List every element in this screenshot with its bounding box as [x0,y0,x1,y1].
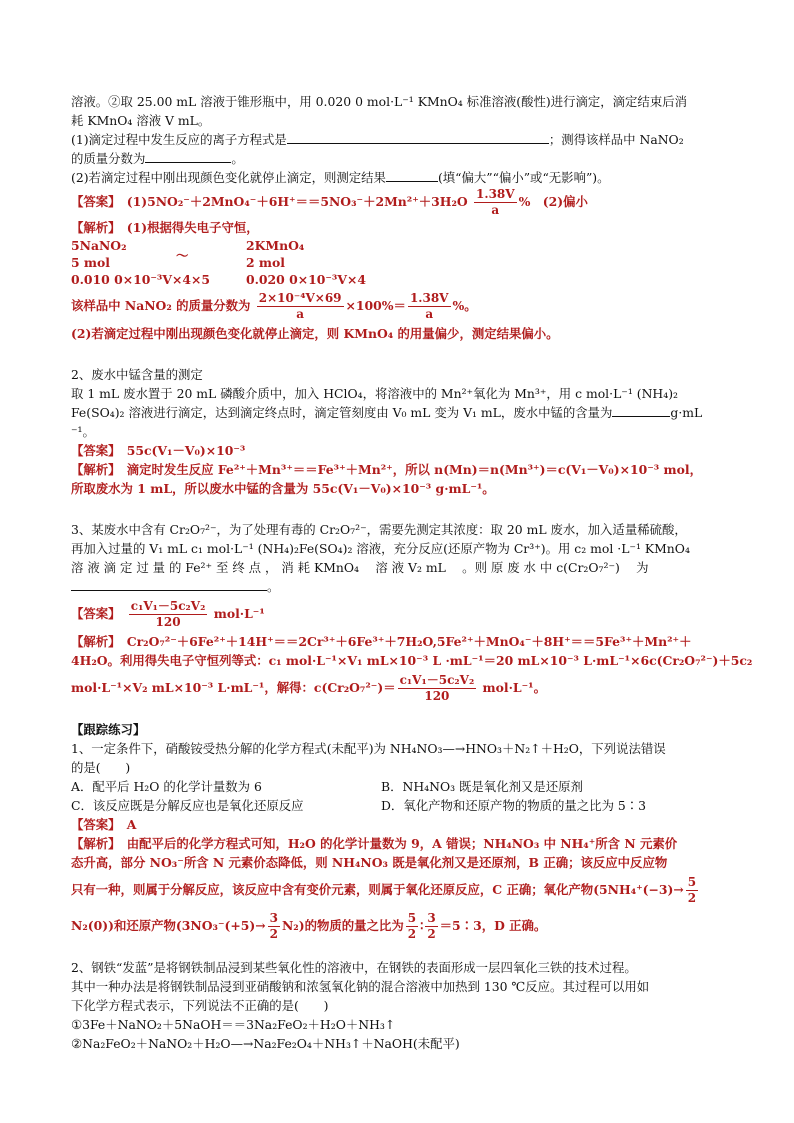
explanation-label: 【解析】 [71,634,115,649]
explanation-text: 滴定时发生反应 Fe²⁺＋Mn³⁺＝＝Fe³⁺＋Mn²⁺，所以 n(Mn)＝n(Mn³⁺)＝c(V₁－V₀)×10⁻³ mol， [126,462,702,477]
table-cell: 2KMnO₄ [246,238,305,253]
p3-line2: 再加入过量的 V₁ mL c₁ mol·L⁻¹ (NH₄)₂Fe(SO₄)₂ 溶液，充分反应(还原产物为 Cr³⁺)。用 c₂ mol ·L⁻¹ KMnO₄ [71,541,690,556]
answer-fraction [129,599,208,630]
explanation-text: Cr₂O₇²⁻＋6Fe²⁺＋14H⁺＝＝2Cr³⁺＋6Fe³⁺＋7H₂O,5Fe²⁺＋MnO₄⁻＋8H⁺＝＝5Fe³⁺＋Mn²⁺＋ [126,634,692,649]
q1-text: (1)滴定过程中发生反应的离子方程式是 [71,132,287,147]
answer-value: 55c(V₁－V₀)×10⁻³ [126,443,246,458]
practice-q1-line2: 的是( ) [71,760,131,775]
p2-title: 2、废水中锰含量的测定 [71,367,203,382]
answer-blank [612,404,670,417]
q2-text-b: (填“偏大”“偏小”或“无影响”)。 [437,170,610,185]
practice-q1-options-cd [71,796,723,815]
practice-q1-explanation [71,834,723,853]
p1-question2 [71,168,723,187]
q2-text: (2)若滴定过程中刚出现颜色变化就停止滴定，则测定结果 [71,170,386,185]
fraction [406,911,418,942]
document-page [71,92,753,1053]
practice-q1-options-ab [71,777,723,796]
practice-q2-line2: 其中一种办法是将钢铁制品浸到亚硝酸钠和浓氢氧化钠的混合溶液中加热到 130 ℃反应。其过程可以用如 [71,979,650,994]
practice-q1-explanation-2: 态升高，部分 NO₃⁻所含 N 元素价态降低，则 NH₄NO₃ 既是氧化剂又是还原剂，B 正确；该反应中反应物 [71,855,668,870]
p1-line2: 耗 KMnO₄ 溶液 V mL。 [71,113,211,128]
option-c[interactable]: C．该反应既是分解反应也是氧化还原反应 [71,798,304,813]
practice-q1-line1: 1、一定条件下，硝酸铵受热分解的化学方程式(未配平)为 NH₄NO₃—→HNO₃＋N₂↑＋H₂O，下列说法错误 [71,741,666,756]
fraction-numerator: c₁V₁－5c₂V₂ [399,673,475,687]
p2-unit: g·mL [670,405,703,420]
explanation-unit: mol·L⁻¹。 [482,680,546,695]
fraction-denominator: a [425,307,434,321]
mass-end: %。 [452,298,477,313]
answer-fraction [474,187,517,218]
practice-q1-explanation-3 [71,872,723,908]
fraction [425,911,437,942]
p1-question1-cont [71,149,723,168]
mass-fraction-1 [257,291,344,322]
p1-explanation [71,218,723,237]
explanation-text: N₂(0))和还原产物(3NO₃⁻(+5)→ [71,918,266,933]
fraction-numerator: 1.38V [476,187,515,201]
explanation-label: 【解析】 [71,836,115,851]
explanation-text: 只有一种，则属于分解反应，该反应中含有变价元素，则属于氧化还原反应，C 正确；氧化产物(5NH₄⁺(−3)→ [71,882,684,897]
fraction-denominator: 2 [427,927,436,941]
p3-end: 。 [267,579,280,594]
fraction-numerator: 2×10⁻⁴V×69 [258,291,342,305]
fraction [268,911,280,942]
practice-q1-answer [71,815,723,834]
explanation-label: 【解析】 [71,220,115,235]
answer-value: A [126,817,137,832]
p1-answer [71,187,723,218]
practice-q2-line3: 下化学方程式表示，下列说法不正确的是( ) [71,998,329,1013]
p1-mass-fraction [71,288,723,324]
p2-line2 [71,403,723,422]
fraction-denominator: 120 [424,689,450,703]
mass-text: 该样品中 NaNO₂ 的质量分数为 [71,298,251,313]
p1-line1: 溶液。②取 25.00 mL 溶液于锥形瓶中，用 0.020 0 mol·L⁻¹ KMnO₄ 标准溶液(酸性)进行滴定，滴定结束后消 [71,94,687,109]
p3-answer [71,596,723,632]
p2-line1: 取 1 mL 废水置于 20 mL 磷酸介质中，加入 HClO₄，将溶液中的 Mn²⁺氧化为 Mn³⁺，用 c mol·L⁻¹ (NH₄)₂ [71,386,679,401]
p3-explanation [71,632,723,651]
p1-explanation-2: (2)若滴定过程中刚出现颜色变化就停止滴定，则 KMnO₄ 的用量偏少，测定结果偏小。 [71,326,559,341]
ratio-sign: ∶ [420,918,424,933]
fraction-denominator: a [491,203,500,217]
fraction-numerator: 5 [687,875,697,889]
answer-label: 【答案】 [71,606,115,621]
fraction-denominator: 2 [687,891,697,905]
explanation-text: (1)根据得失电子守恒， [126,220,259,235]
fraction [686,875,698,906]
q1-text-b: ；测得该样品中 NaNO₂ [548,132,684,147]
table-cell: 5NaNO₂ [71,238,127,253]
answer-equation: (1)5NO₂⁻＋2MnO₄⁻＋6H⁺＝＝5NO₃⁻＋2Mn²⁺＋3H₂O [126,194,468,209]
fraction-denominator: 2 [269,927,278,941]
p3-explanation-2: 4H₂O。利用得失电子守恒列等式：c₁ mol·L⁻¹×V₁ mL×10⁻³ L ·mL⁻¹＝20 mL×10⁻³ L·mL⁻¹×6c(Cr₂O₇²⁻)＋5c₂ [71,653,753,668]
table-cell: 0.010 0×10⁻³V×4×5 [71,272,210,287]
explanation-text: ＝5∶3，D 正确。 [439,918,547,933]
table-cell: 5 mol [71,255,111,270]
p2-explanation-2: 所取废水为 1 mL，所以废水中锰的含量为 55c(V₁－V₀)×10⁻³ g·mL⁻¹。 [71,481,495,496]
answer-label: 【答案】 [71,443,115,458]
stoichiometry-table [71,237,723,288]
explanation-text: 由配平后的化学方程式可知，H₂O 的化学计量数为 9，A 错误；NH₄NO₃ 中 NH₄⁺所含 N 元素价 [126,836,678,851]
answer-unit: mol·L⁻¹ [213,606,265,621]
answer-tail: % (2)偏小 [518,194,588,209]
q1-text-c: 的质量分数为 [71,151,146,166]
practice-q2-equation1: ①3Fe＋NaNO₂＋5NaOH＝＝3Na₂FeO₂＋H₂O＋NH₃↑ [71,1017,396,1032]
fraction-numerator: 3 [269,911,278,925]
fraction-denominator: 120 [155,615,181,629]
p3-explanation-3 [71,670,723,706]
fraction-numerator: 1.38V [409,291,449,305]
fraction-denominator: a [296,307,305,321]
mass-mid: ×100%＝ [345,298,406,313]
answer-label: 【答案】 [71,817,115,832]
mass-fraction-2 [408,291,451,322]
tilde-symbol: ～ [176,248,189,263]
p2-text: Fe(SO₄)₂ 溶液进行滴定，达到滴定终点时，滴定管刻度由 V₀ mL 变为 V₁ mL，废水中锰的含量为 [71,405,613,420]
fraction-numerator: c₁V₁－5c₂V₂ [130,599,206,613]
answer-blank [386,169,438,182]
fraction-numerator: 3 [427,911,436,925]
p3-line3: 溶 液 滴 定 过 量 的 Fe²⁺ 至 终 点 ， 消 耗 KMnO₄ 溶 液 V₂ mL 。则 原 废 水 中 c(Cr₂O₇²⁻) 为 [71,560,649,575]
practice-q2-line1: 2、钢铁“发蓝”是将钢铁制品浸到某些氧化性的溶液中，在钢铁的表面形成一层四氧化三铁的技术过程。 [71,960,637,975]
answer-blank [287,131,549,144]
answer-label: 【答案】 [71,194,115,209]
p3-line1: 3、某废水中含有 Cr₂O₇²⁻，为了处理有毒的 Cr₂O₇²⁻，需要先测定其浓度：取 20 mL 废水，加入适量稀硫酸， [71,522,687,537]
explanation-label: 【解析】 [71,462,115,477]
answer-blank [145,150,231,163]
p2-line3: ⁻¹。 [71,424,95,439]
option-a[interactable]: A．配平后 H₂O 的化学计量数为 6 [71,779,262,794]
explanation-text: mol·L⁻¹×V₂ mL×10⁻³ L·mL⁻¹，解得：c(Cr₂O₇²⁻)＝ [71,680,396,695]
fraction-denominator: 2 [407,927,417,941]
practice-q2-equation2: ②Na₂FeO₂＋NaNO₂＋H₂O—→Na₂Fe₂O₄＋NH₃↑＋NaOH(未配平) [71,1036,460,1051]
option-d[interactable]: D．氧化产物和还原产物的物质的量之比为 5∶3 [381,798,647,813]
p2-explanation [71,460,723,479]
p1-question1 [71,130,723,149]
practice-header: 【跟踪练习】 [71,722,146,737]
p2-answer [71,441,723,460]
option-b[interactable]: B．NH₄NO₃ 既是氧化剂又是还原剂 [381,779,583,794]
explanation-text: N₂)的物质的量之比为 [281,918,404,933]
table-cell: 0.020 0×10⁻³V×4 [246,272,366,287]
fraction-numerator: 5 [407,911,417,925]
q1-text-d: 。 [231,151,244,166]
practice-q1-explanation-4 [71,908,723,944]
p3-line4 [71,577,723,596]
result-fraction [398,673,477,704]
table-cell: 2 mol [246,255,286,270]
answer-blank [71,578,267,591]
